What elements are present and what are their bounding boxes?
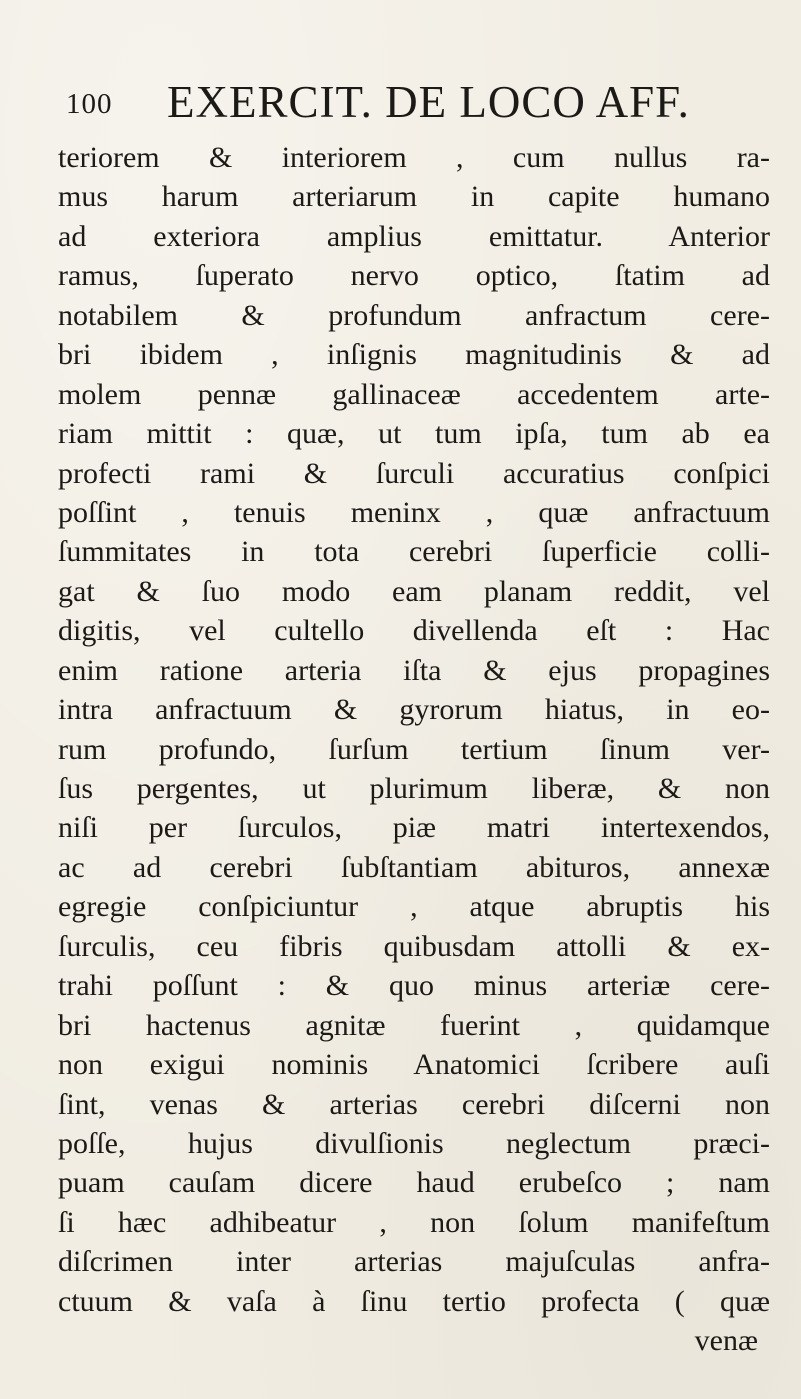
text-line: mus harum arteriarum in capite humano xyxy=(58,180,770,214)
text-line: poſſint , tenuis meninx , quæ anfractuum xyxy=(58,495,770,529)
text-line: ſint, venas & arterias cerebri diſcerni non xyxy=(58,1087,770,1121)
text-line: bri hactenus agnitæ fuerint , quidamque xyxy=(58,1008,770,1042)
page-number: 100 xyxy=(66,88,113,120)
text-line: enim ratione arteria iſta & ejus propagines xyxy=(58,653,770,687)
text-line: bri ibidem , inſignis magnitudinis & ad xyxy=(58,338,770,372)
text-line: ad exteriora amplius emittatur. Anterior xyxy=(58,219,770,253)
text-line: egregie conſpiciuntur , atque abruptis his xyxy=(58,890,770,924)
text-line: ac ad cerebri ſubſtantiam abituros, annexæ xyxy=(58,850,770,884)
text-line: ſus pergentes, ut plurimum liberæ, & non xyxy=(58,772,770,805)
text-line: ſi hæc adhibeatur , non ſolum manifeſtum xyxy=(58,1205,770,1239)
text-line: gat & ſuo modo eam planam reddit, vel xyxy=(58,574,770,608)
text-line: diſcrimen inter arterias majuſculas anfra- xyxy=(58,1245,770,1279)
text-line: molem pennæ gallinaceæ accedentem arte- xyxy=(58,377,770,411)
body-text xyxy=(58,138,770,1361)
text-line: notabilem & profundum anfractum cere- xyxy=(58,298,770,332)
text-line: ramus, ſuperato nervo optico, ſtatim ad xyxy=(58,259,770,293)
page-header xyxy=(66,76,766,128)
text-line: non exigui nominis Anatomici ſcribere auſi xyxy=(58,1048,770,1082)
text-line: puam cauſam dicere haud erubeſco ; nam xyxy=(58,1166,770,1200)
text-line: niſi per ſurculos, piæ matri intertexendos, xyxy=(58,811,770,845)
text-line: poſſe, hujus divulſionis neglectum præci- xyxy=(58,1126,770,1160)
text-line: trahi poſſunt : & quo minus arteriæ cere- xyxy=(58,969,770,1003)
text-line: ctuum & vaſa à ſinu tertio profecta ( quæ xyxy=(58,1284,770,1318)
catchword: venæ xyxy=(694,1324,758,1358)
text-line: digitis, vel cultello divellenda eſt : Hac xyxy=(58,614,770,648)
text-line: teriorem & interiorem , cum nullus ra- xyxy=(58,141,770,174)
running-title: EXERCIT. DE LOCO AFF. xyxy=(167,77,690,127)
text-line: intra anfractuum & gyrorum hiatus, in eo- xyxy=(58,693,770,727)
text-line: profecti rami & ſurculi accuratius conſpici xyxy=(58,456,770,490)
text-line: ſummitates in tota cerebri ſuperficie colli- xyxy=(58,535,770,569)
text-line: rum profundo, ſurſum tertium ſinum ver- xyxy=(58,732,770,766)
text-line: ſurculis, ceu fibris quibusdam attolli & ex- xyxy=(58,929,770,963)
text-line: riam mittit : quæ, ut tum ipſa, tum ab ea xyxy=(58,417,770,451)
